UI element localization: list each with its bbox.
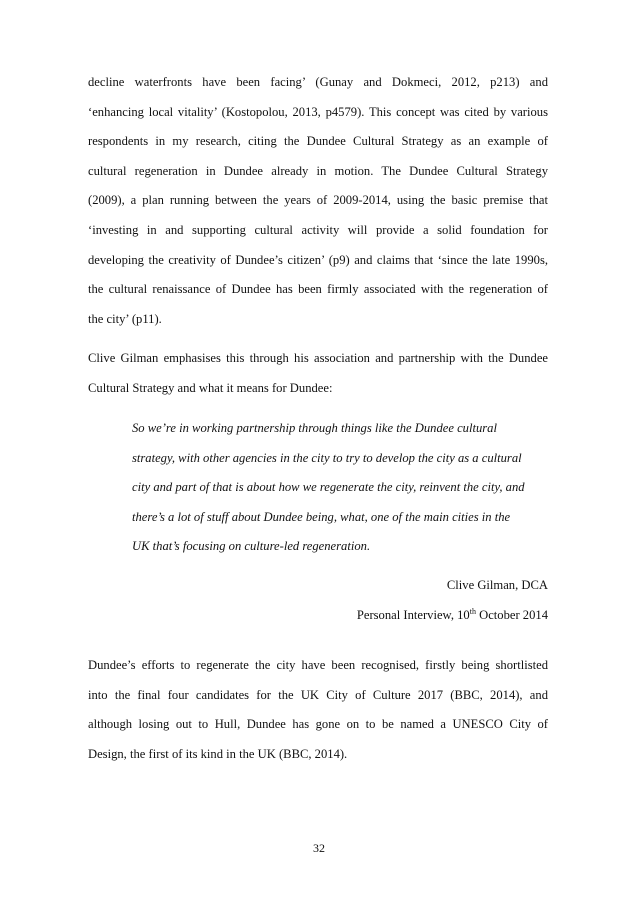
text-line: the cultural renaissance of Dundee has been firmly associated with the regeneration of [88,282,548,297]
quote-line: strategy, with other agencies in the city to try to develop the city as a cultural [132,450,522,465]
text-line: Cultural Strategy and what it means for Dundee: [88,380,333,395]
interview-date-prefix: Personal Interview, 10 [356,608,470,622]
text-line: although losing out to Hull, Dundee has gone on to be named a UNESCO City of [88,717,548,732]
text-line: Dundee’s efforts to regenerate the city have been recognised, firstly being shortlisted [88,658,548,672]
quote-line: there’s a lot of stuff about Dundee being, what, one of the main cities in the [132,509,511,524]
text-line: ‘enhancing local vitality’ (Kostopolou, 2013, p4579). This concept was cited by various [88,104,548,119]
interview-quote [132,414,540,562]
text-line: Design, the first of its kind in the UK (BBC, 2014). [88,746,348,761]
text-line: decline waterfronts have been facing’ (Gunay and Dokmeci, 2012, p213) and [88,75,548,89]
text-line: ‘investing in and supporting cultural activity will provide a solid foundation for [88,222,548,237]
quote-line: city and part of that is about how we regenerate the city, reinvent the city, and [132,480,525,495]
text-line: into the final four candidates for the UK City of Culture 2017 (BBC, 2014), and [88,687,548,702]
body-paragraph-3 [88,651,548,769]
quote-attribution-name: Clive Gilman, DCA [446,578,548,592]
text-line: respondents in my research, citing the Dundee Cultural Strategy as an example of [88,134,548,149]
quote-line: UK that’s focusing on culture-led regeneration. [132,539,371,554]
quote-attribution-interview [357,608,548,623]
text-line: the city’ (p11). [88,311,162,326]
body-paragraph-2 [88,344,548,403]
text-line: cultural regeneration in Dundee already in motion. The Dundee Cultural Strategy [88,163,548,178]
text-line: Clive Gilman emphasises this through his association and partnership with the Dundee [88,351,548,365]
interview-date-superscript: th [469,607,476,616]
text-line: developing the creativity of Dundee’s citizen’ (p9) and claims that ‘since the late 1990s, [88,252,548,267]
text-line: (2009), a plan running between the years of 2009-2014, using the basic premise that [88,193,548,208]
quote-line: So we’re in working partnership through things like the Dundee cultural [132,421,497,435]
interview-date-suffix: October 2014 [475,608,548,622]
body-paragraph-1 [88,68,548,334]
page-number: 32 [313,841,325,855]
